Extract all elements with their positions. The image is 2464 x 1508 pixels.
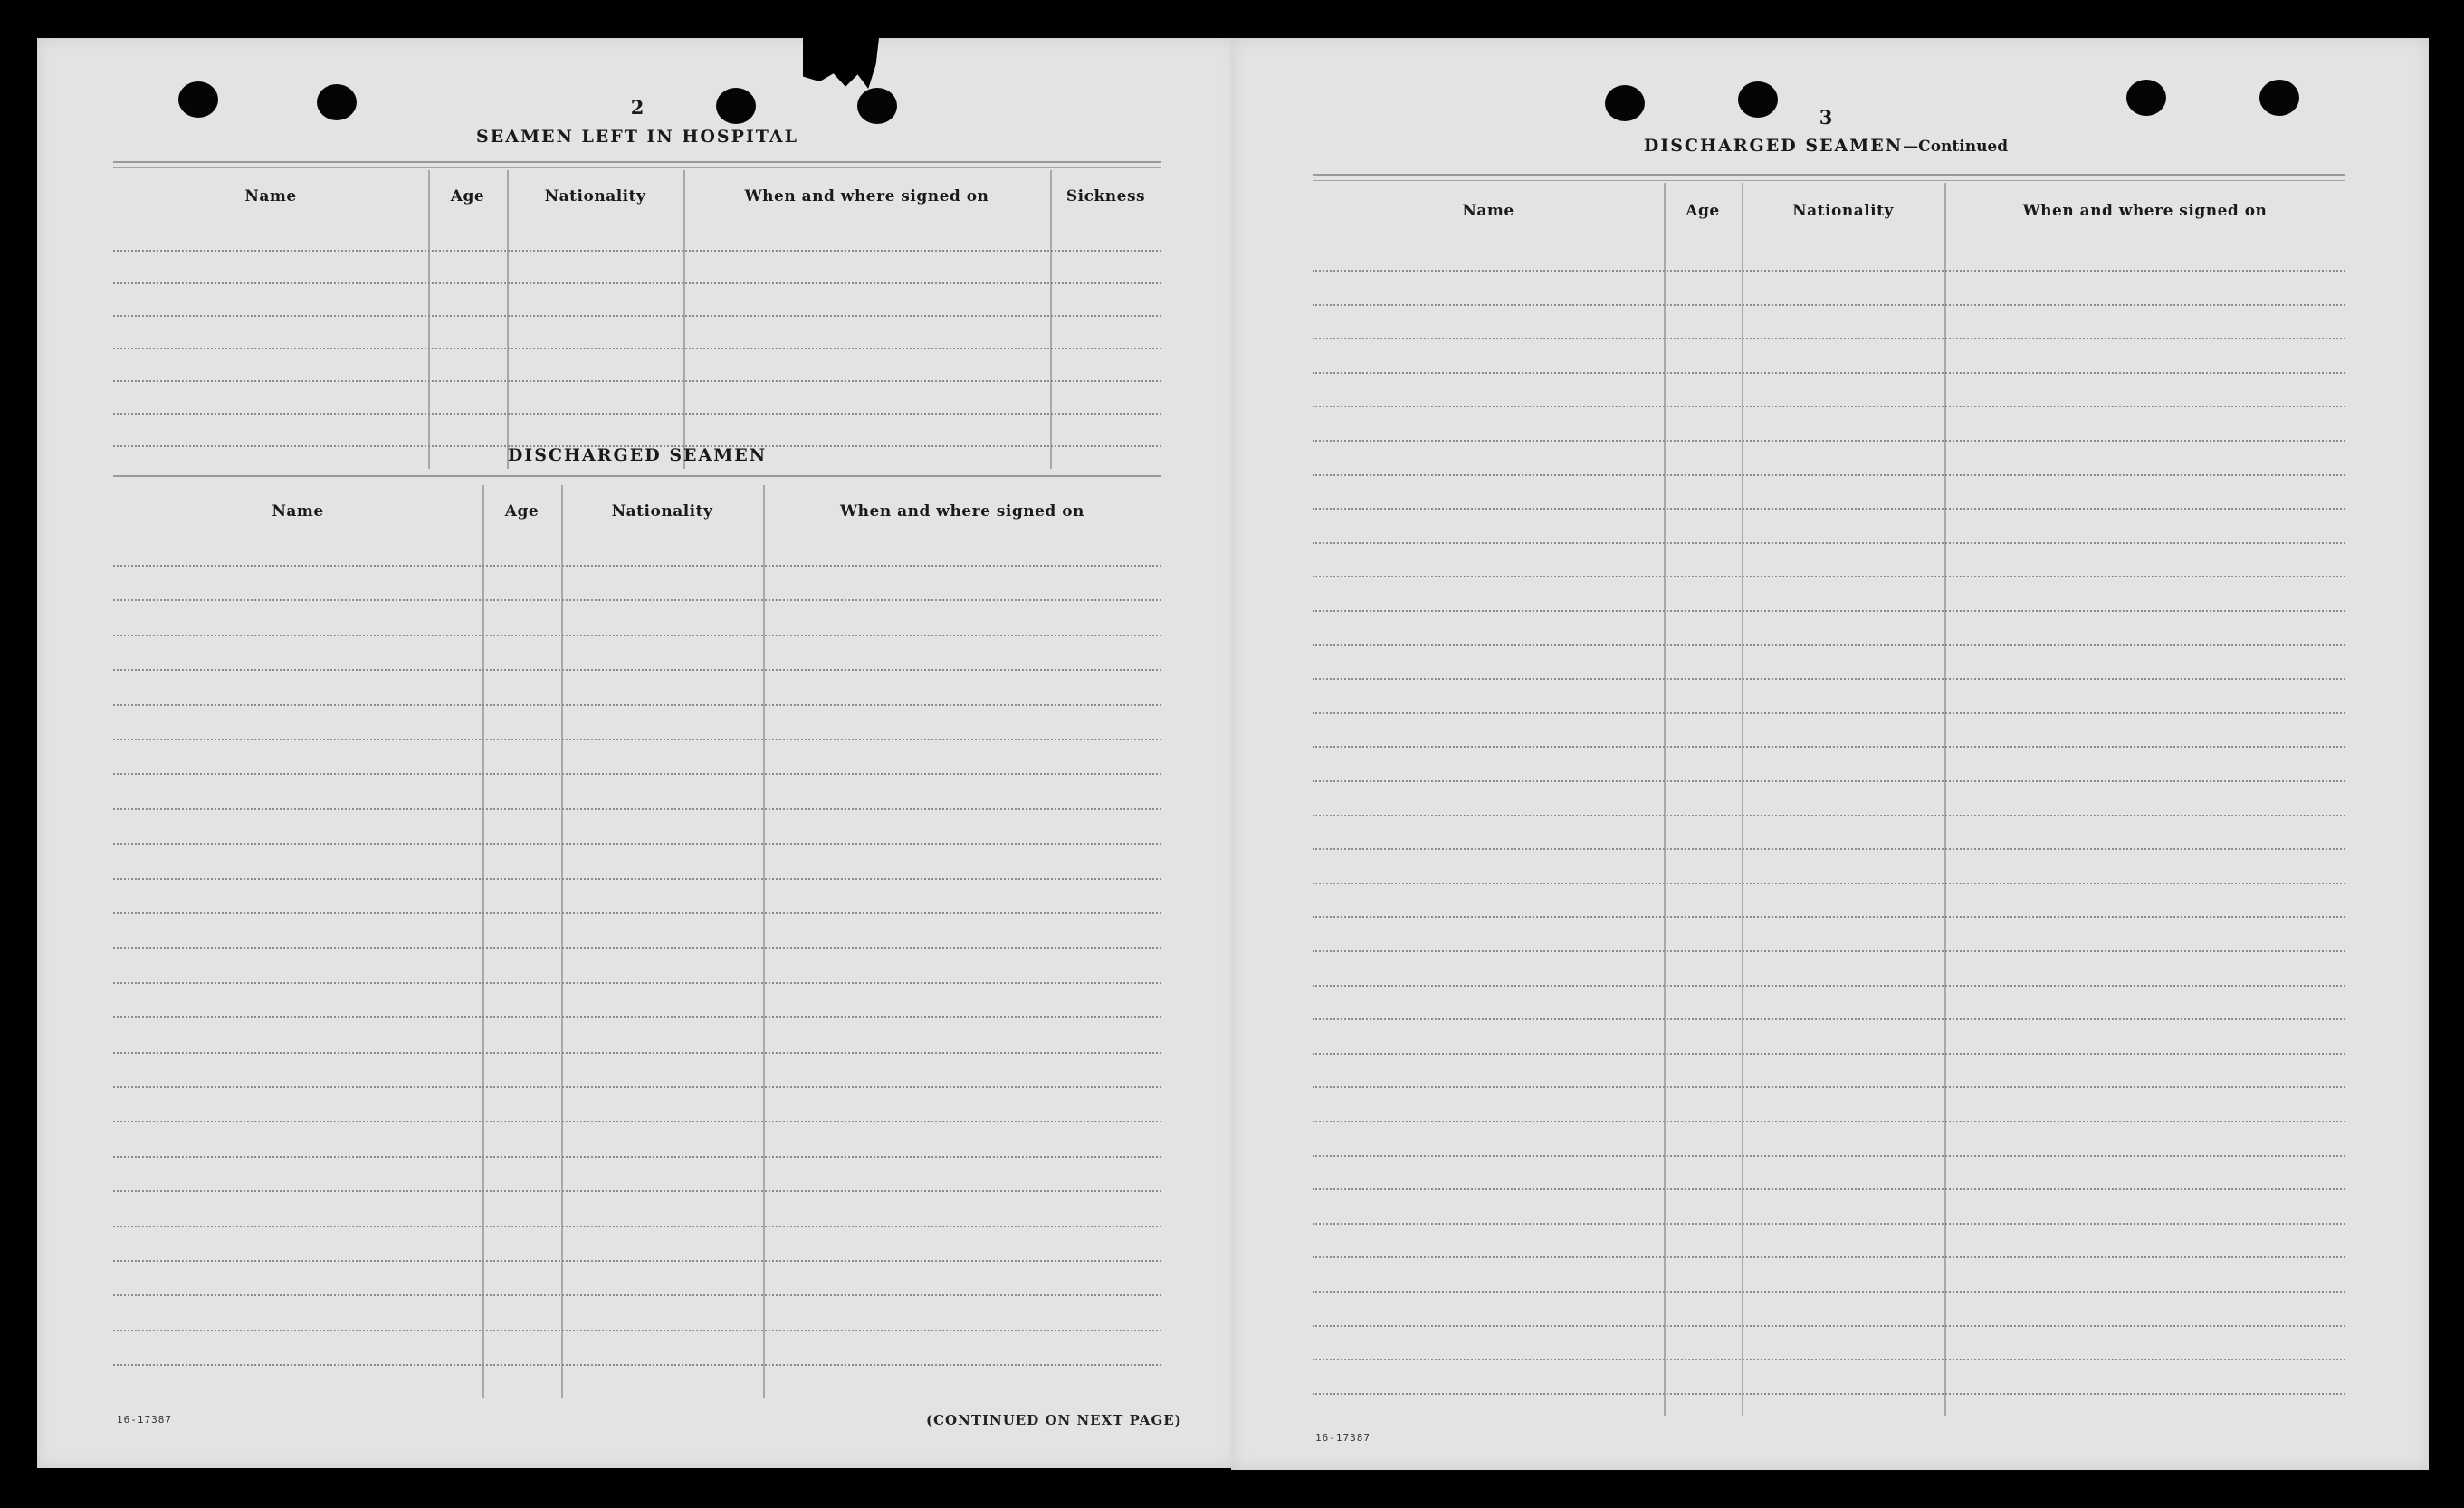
table-row	[113, 635, 1161, 636]
table-row	[113, 315, 1161, 317]
column-header-nationality: Nationality	[544, 187, 646, 205]
punch-hole	[1605, 85, 1645, 121]
table-row	[1313, 474, 2345, 476]
table-row	[1313, 542, 2345, 544]
hospital-section-title: SEAMEN LEFT IN HOSPITAL	[476, 127, 798, 147]
table-row	[1313, 815, 2345, 816]
table-row	[113, 1121, 1161, 1122]
punch-hole	[716, 88, 756, 124]
header-rule	[113, 475, 1161, 477]
table-row	[113, 739, 1161, 740]
table-row	[1313, 304, 2345, 306]
punch-hole	[2259, 80, 2299, 116]
column-divider	[1944, 183, 1946, 1416]
table-row	[1313, 1223, 2345, 1225]
table-row	[113, 282, 1161, 284]
table-row	[1313, 746, 2345, 748]
continued-note: (CONTINUED ON NEXT PAGE)	[926, 1412, 1182, 1428]
header-underline	[1313, 270, 2345, 272]
discharged-continued-table	[1313, 183, 2345, 1416]
table-row	[113, 1260, 1161, 1262]
column-divider	[1050, 170, 1052, 469]
header-rule	[1313, 180, 2345, 181]
punch-hole	[1738, 81, 1778, 118]
table-row	[113, 669, 1161, 671]
table-row	[1313, 406, 2345, 407]
table-row	[113, 1330, 1161, 1331]
discharged-table	[113, 485, 1161, 1398]
table-row	[113, 413, 1161, 415]
form-code: 16-17387	[117, 1414, 172, 1426]
table-row	[1313, 883, 2345, 884]
right-form-page	[1231, 38, 2429, 1470]
column-header-sickness: Sickness	[1065, 187, 1146, 205]
table-row	[113, 1016, 1161, 1018]
table-row	[1313, 1121, 2345, 1122]
table-row	[1313, 1291, 2345, 1293]
page-number: 2	[630, 96, 645, 119]
table-row	[113, 380, 1161, 382]
table-row	[113, 808, 1161, 810]
table-row	[113, 1364, 1161, 1366]
column-divider	[507, 170, 509, 469]
discharged-continued-title	[1590, 136, 2061, 156]
left-form-page	[37, 38, 1237, 1468]
table-row	[1313, 1018, 2345, 1020]
column-header-age: Age	[450, 187, 485, 205]
table-row	[113, 1226, 1161, 1227]
header-rule	[113, 161, 1161, 163]
table-row	[113, 1086, 1161, 1088]
table-row	[113, 843, 1161, 845]
column-divider	[1742, 183, 1743, 1416]
header-rule	[113, 167, 1161, 168]
table-row	[113, 947, 1161, 949]
column-header-nationality: Nationality	[611, 502, 713, 520]
column-divider	[1664, 183, 1666, 1416]
table-row	[1313, 1188, 2345, 1190]
table-row	[1313, 848, 2345, 850]
table-row	[1313, 950, 2345, 952]
table-row	[1313, 644, 2345, 646]
table-row	[113, 599, 1161, 601]
column-header-when-and-where-signed-on: When and where signed on	[2022, 202, 2268, 220]
column-header-age: Age	[1686, 202, 1720, 220]
table-row	[113, 1190, 1161, 1192]
table-row	[113, 1156, 1161, 1158]
table-row	[113, 704, 1161, 706]
punch-hole	[178, 81, 218, 118]
table-row	[113, 348, 1161, 349]
table-row	[113, 912, 1161, 914]
column-header-age: Age	[504, 502, 540, 520]
page-number: 3	[1819, 106, 1833, 129]
table-row	[1313, 576, 2345, 577]
table-row	[1313, 780, 2345, 782]
table-row	[1313, 440, 2345, 442]
table-row	[1313, 985, 2345, 987]
table-row	[113, 982, 1161, 984]
table-row	[1313, 372, 2345, 374]
column-divider	[428, 170, 430, 469]
table-row	[113, 773, 1161, 775]
header-underline	[113, 565, 1161, 567]
column-header-name: Name	[272, 502, 324, 520]
discharged-section-title: DISCHARGED SEAMEN	[507, 445, 768, 465]
column-header-name: Name	[244, 187, 297, 205]
column-header-when-and-where-signed-on: When and where signed on	[840, 502, 1084, 520]
section-title-main: DISCHARGED SEAMEN	[1643, 136, 1904, 156]
table-row	[1313, 678, 2345, 680]
table-row	[1313, 916, 2345, 918]
column-header-nationality: Nationality	[1792, 202, 1894, 220]
table-row	[1313, 1256, 2345, 1258]
table-row	[1313, 1359, 2345, 1360]
table-row	[113, 878, 1161, 880]
column-divider	[683, 170, 685, 469]
column-header-when-and-where-signed-on: When and where signed on	[744, 187, 989, 205]
table-row	[113, 1052, 1161, 1054]
header-underline	[113, 250, 1161, 252]
column-header-name: Name	[1462, 202, 1514, 220]
table-row	[1313, 1053, 2345, 1055]
table-row	[1313, 338, 2345, 339]
punch-hole	[857, 88, 897, 124]
header-rule	[1313, 174, 2345, 176]
table-row	[1313, 610, 2345, 612]
hospital-table	[113, 170, 1161, 469]
table-row	[1313, 508, 2345, 510]
table-row	[1313, 1086, 2345, 1088]
table-row	[113, 1294, 1161, 1296]
table-row	[1313, 1393, 2345, 1395]
table-row	[1313, 1325, 2345, 1327]
form-code: 16-17387	[1315, 1432, 1370, 1444]
punch-hole	[2126, 80, 2166, 116]
section-title-suffix: —Continued	[1903, 138, 2009, 156]
table-row	[1313, 1155, 2345, 1157]
punch-hole	[317, 84, 357, 120]
table-row	[1313, 712, 2345, 714]
torn-paper-edge	[803, 38, 879, 89]
